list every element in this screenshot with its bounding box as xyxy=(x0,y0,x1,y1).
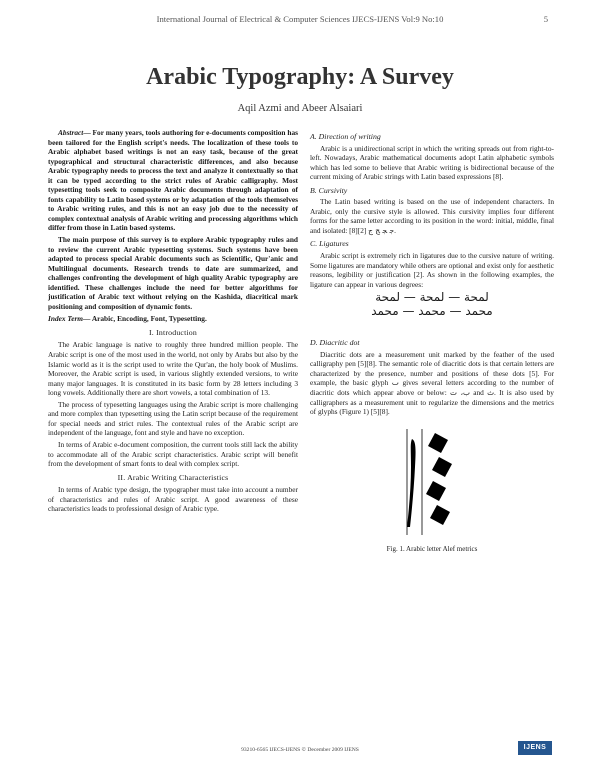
ijens-logo: IJENS xyxy=(518,741,552,755)
cursivity-text: The Latin based writing is based on the use of independent characters. In Arabic, only the cursive style is allowed. This cursivity implies four different forms for the same letter according to its position in the word: initial, middle, final and isolated: xyxy=(310,197,554,235)
right-column xyxy=(310,128,554,554)
diacritic-paragraph xyxy=(310,350,554,417)
abstract-label: Abstract xyxy=(58,128,84,137)
diacritic-and: and xyxy=(473,388,484,398)
alef-metrics-illustration xyxy=(385,427,480,537)
section-heading-writing: II. Arabic Writing Characteristics xyxy=(117,472,229,482)
cursive-forms-glyphs: ﺟ ﺠ ﺞ ﺝ xyxy=(368,225,395,235)
subsection-heading-diacritic: D. Diacritic dot xyxy=(310,338,360,348)
running-head: International Journal of Electrical & Computer Sciences IJECS-IJENS Vol:9 No:10 xyxy=(156,14,444,24)
diacritic-text-3: . It is also used by calligraphers as a measurement unit to regularize the dimensions and the metrics of glyphs (Figure 1) [5][8]. xyxy=(310,388,554,417)
alef-stroke xyxy=(407,439,416,527)
ligatures-paragraph: Arabic script is extremely rich in ligatures due to the cursive nature of writing. Some ligatures are mandatory while others are optional and exist only for aesthetic reasons, legibility or justification [2]. As shown in the following examples, the ligature can appear in various degrees: xyxy=(310,251,554,289)
cursivity-paragraph xyxy=(310,197,554,235)
diacritic-dot-2 xyxy=(432,457,452,477)
page-footer: 93210-6565 IJECS-IJENS © December 2009 IJENS xyxy=(241,747,359,753)
subsection-heading-direction: A. Direction of writing xyxy=(310,132,381,141)
authors: Aqil Azmi and Abeer Alsaiari xyxy=(237,103,363,114)
page-number: 5 xyxy=(543,14,548,24)
diacritic-text-1: Diacritic dots are a measurement unit marked by the feather of the used calligraphy pen [5][8]. The semantic role of diacritic dots is that certain letters are characterized by the presence, number and positions of these dots [5]. For example, the basic glyph xyxy=(310,349,554,388)
writing-paragraph-1: In terms of Arabic type design, the typographer must take into account a number of characteristics and rules of Arabic script. A good awareness of these characteristics leads to professional design of Arabic type. xyxy=(48,485,298,514)
dotted-glyphs: ب، ت xyxy=(449,388,471,398)
figure-alef-metrics xyxy=(385,427,480,537)
index-terms-dash: — xyxy=(83,314,92,324)
figure-caption: Fig. 1. Arabic letter Alef metrics xyxy=(386,544,478,553)
abstract-text: For many years, tools authoring for e-documents composition has been tailored for the English script's needs. The localization of these tools to Arabic alphabet based writings is not an easy task, because of the great typographical and structural characteristic differences, and also because Arabic typography needs to process the text and analyze it contextually so that it can be typed according to the strict rules of Arabic calligraphy. Most typesetting tools seek to composite Arabic documents through adaptation of fonts capability to Latin based systems or by adaptation of the tools themselves to Arabic writing rules, and this is not an easy job due to the necessity of complex contextual analysis of Arabic writing and processing algorithms which differ from those in Latin based systems. xyxy=(48,128,298,233)
abstract-dash: — xyxy=(83,128,93,137)
basic-glyph: ٮ xyxy=(391,378,399,388)
index-terms xyxy=(48,314,298,324)
intro-paragraph-3: In terms of Arabic e-document composition, the current tools still lack the ability to accommodate all of the Arabic script characteristics. Arabic script will benefit from the development of smart fonts to deal with complex script. xyxy=(48,439,298,469)
diacritic-dot-3 xyxy=(426,481,446,501)
direction-paragraph: Arabic is a unidirectional script in which the writing spreads out from right-to-left. Nowadays, Arabic mathematical documents adopt Latin alphabetic symbols which has led some to believe that Arabic writing is bidirectional because of the current mixing of Arabic strings with Latin based expressions [8]. xyxy=(310,143,554,182)
left-column xyxy=(48,128,298,516)
cursivity-ref: [2][8]. xyxy=(349,225,396,235)
intro-paragraph-2: The process of typesetting languages using the Arabic script is more challenging and more complex than typesetting using the Latin script because of the requirement for special needs and strict rules. The contextual rules of the Arabic script are independent of the language, font and style and have no exception. xyxy=(48,399,298,438)
index-terms-label: Index Term xyxy=(48,314,84,324)
section-heading-introduction: I. Introduction xyxy=(148,327,198,337)
paper-title: Arabic Typography: A Survey xyxy=(146,64,454,90)
subsection-heading-cursivity: B. Cursivity xyxy=(310,185,348,195)
abstract-paragraph-2: The main purpose of this survey is to explore Arabic typography rules and to review the current Arabic typesetting systems. Such systems have been adapted to process special Arabic documents such as Scientific, Qur'anic and Multilingual documents. Research trends to date are summarized, and challenges confronting the development of high quality Arabic typography are identified. These challenges include the need for better algorithms for justification of Arabic text without relying on the Kashida, diacritical mark positioning and composition of dynamic fonts. xyxy=(48,235,298,311)
diacritic-dot-4 xyxy=(430,505,450,525)
diacritic-dot-1 xyxy=(428,433,448,453)
diacritic-text-2: gives several letters according to the number of diacritic dots which appear above or below: xyxy=(310,378,554,398)
index-terms-text: Arabic, Encoding, Font, Typesetting. xyxy=(91,314,207,324)
ligature-example-2: محمد — محمد — محمد xyxy=(371,303,493,318)
ligature-example-1: لمحة — لمحة — لمحة xyxy=(375,290,489,305)
last-dotted-glyph: ث xyxy=(487,388,495,398)
subsection-heading-ligatures: C. Ligatures xyxy=(310,239,349,249)
intro-paragraph-1: The Arabic language is native to roughly three hundred million people. The Arabic script is one of the most used in the world, not only by Arabs but also by the Islamic world as it is the script used to write the Qur'an, the holy book of Muslims. Moreover, the Arabic script is used, in various slightly extended versions, to write many major languages. It is constituted in its basic form by 28 letters including 3 long vowels. Additionally there are short vowels, a total combination of 13. xyxy=(48,340,298,398)
abstract-paragraph xyxy=(48,128,298,233)
